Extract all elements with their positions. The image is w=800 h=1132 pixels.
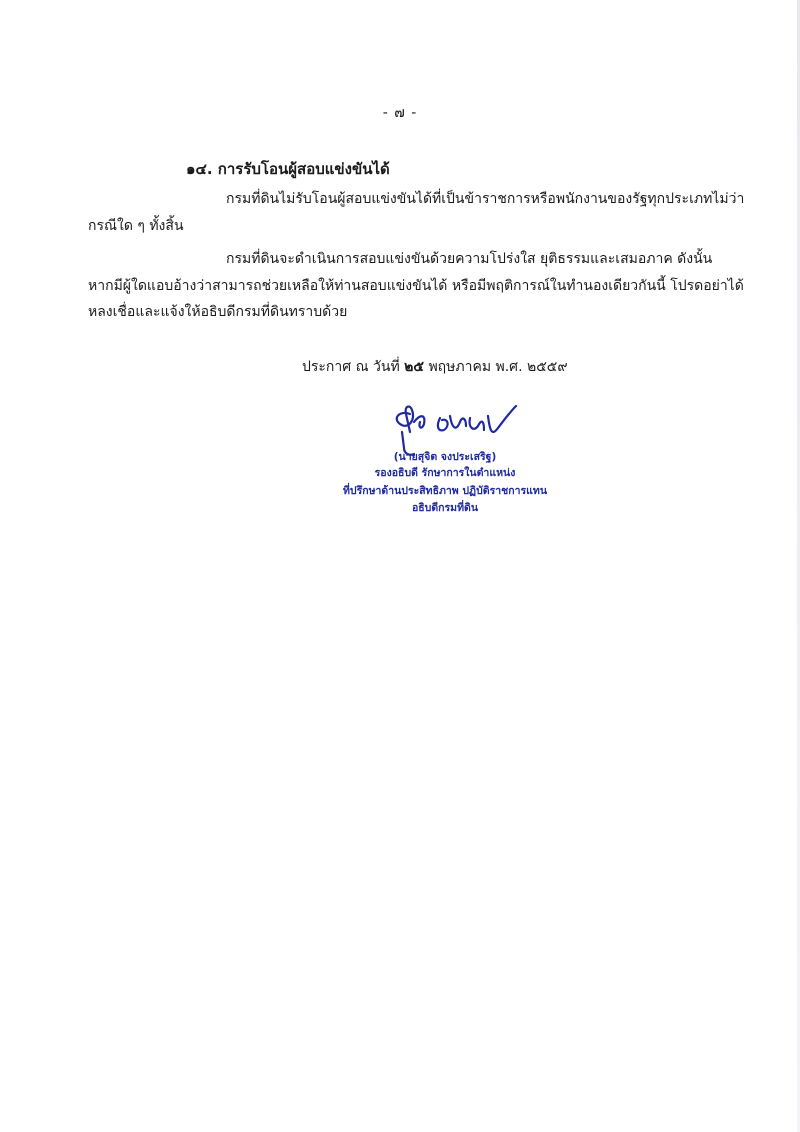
signatory-position-2: ที่ปรึกษาด้านประสิทธิภาพ ปฏิบัติราชการแทน <box>343 485 547 497</box>
paragraph-2-line-3: หลงเชื่อและแจ้งให้อธิบดีกรมที่ดินทราบด้วย <box>88 304 348 320</box>
section-heading: ๑๔. การรับโอนผู้สอบแข่งขันได้ <box>186 160 390 178</box>
paragraph-1-line-1: กรมที่ดินไม่รับโอนผู้สอบแข่งขันได้ที่เป็นข้าราชการหรือพนักงานของรัฐทุกประเภทไม่ว่า <box>226 191 745 207</box>
paragraph-2-line-2: หากมีผู้ใดแอบอ้างว่าสามารถช่วยเหลือให้ท่านสอบแข่งขันได้ หรือมีพฤติการณ์ในทำนองเดียวกันนี้ โปรดอย่าได้ <box>88 278 744 294</box>
paragraph-2-line-1: กรมที่ดินจะดำเนินการสอบแข่งขันด้วยความโปร่งใส ยุติธรรมและเสมอภาค ดังนั้น <box>226 251 713 267</box>
signatory-position-1: รองอธิบดี รักษาการในตำแหน่ง <box>374 467 516 479</box>
signatory-name: (นายสุจิต จงประเสริฐ) <box>393 451 497 463</box>
announcement-month-year: พฤษภาคม พ.ศ. ๒๕๕๙ <box>428 359 568 375</box>
paragraph-1-line-2: กรณีใด ๆ ทั้งสิ้น <box>88 218 184 234</box>
signatory-position-3: อธิบดีกรมที่ดิน <box>411 502 479 514</box>
page-number: - ๗ - <box>382 105 418 121</box>
announcement-date <box>302 356 568 378</box>
announcement-prefix: ประกาศ ณ วันที่ <box>302 359 400 375</box>
announcement-day: ๒๕ <box>404 359 424 375</box>
